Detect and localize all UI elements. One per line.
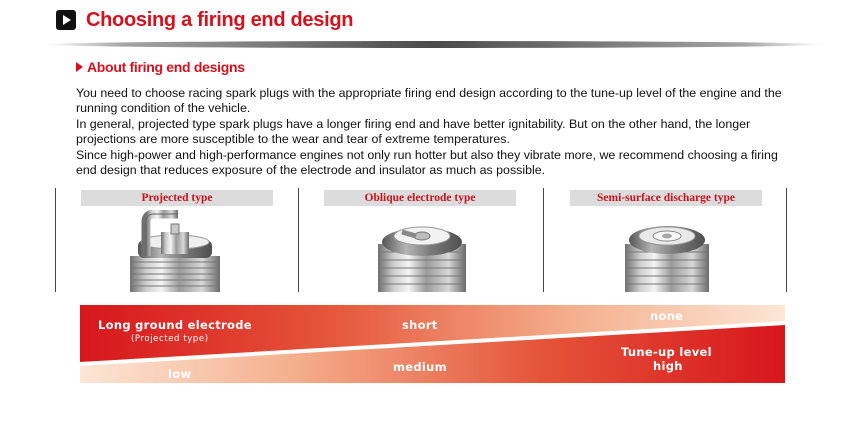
plug-label-projected: Projected type: [81, 190, 273, 206]
paragraph: Since high-power and high-performance engines not only run hotter but also they vibrate more, we recommend choosing a firing end design that reduces exposure of the electrode and insulator as much as possible.: [76, 147, 778, 178]
page-header: [56, 8, 353, 32]
projected-spark-plug-icon: [128, 210, 222, 292]
scale-top-right-label: none: [650, 309, 684, 323]
section-subtitle-text: About firing end designs: [87, 59, 245, 75]
scale-bottom-mid-label: medium: [393, 360, 447, 374]
section-body: [76, 86, 796, 178]
paragraph: In general, projected type spark plugs have a longer firing end and have better ignitability. But on the other hand, the longer projections are more susceptible to the wear and tear of extreme temperatures.: [76, 116, 751, 147]
scale-bottom-right-title: Tune-up level: [621, 345, 712, 359]
plug-label-oblique: Oblique electrode type: [324, 190, 516, 206]
tune-up-scale: [80, 305, 785, 383]
column-divider: [298, 188, 299, 292]
scale-top-left-label: Long ground electrode: [98, 318, 252, 332]
plug-label-semi-surface: Semi-surface discharge type: [570, 190, 762, 206]
scale-bottom-left-label: low: [168, 367, 192, 381]
column-divider: [543, 188, 544, 292]
header-divider: [46, 41, 822, 48]
oblique-spark-plug-icon: [376, 222, 468, 292]
scale-top-left-sublabel: (Projected type): [131, 334, 209, 344]
paragraph: You need to choose racing spark plugs with the appropriate firing end design according to the tune-up level of the engine and the running condition of the vehicle.: [76, 86, 782, 116]
column-divider: [55, 188, 56, 292]
page-title: Choosing a firing end design: [86, 8, 354, 31]
section-subtitle: [76, 59, 245, 75]
scale-bottom-right-label: high: [653, 359, 683, 373]
scale-top-mid-label: short: [402, 318, 438, 332]
column-divider: [786, 188, 787, 292]
semi-surface-spark-plug-icon: [623, 222, 711, 292]
play-icon: [56, 10, 76, 30]
triangle-bullet-icon: [76, 62, 83, 72]
